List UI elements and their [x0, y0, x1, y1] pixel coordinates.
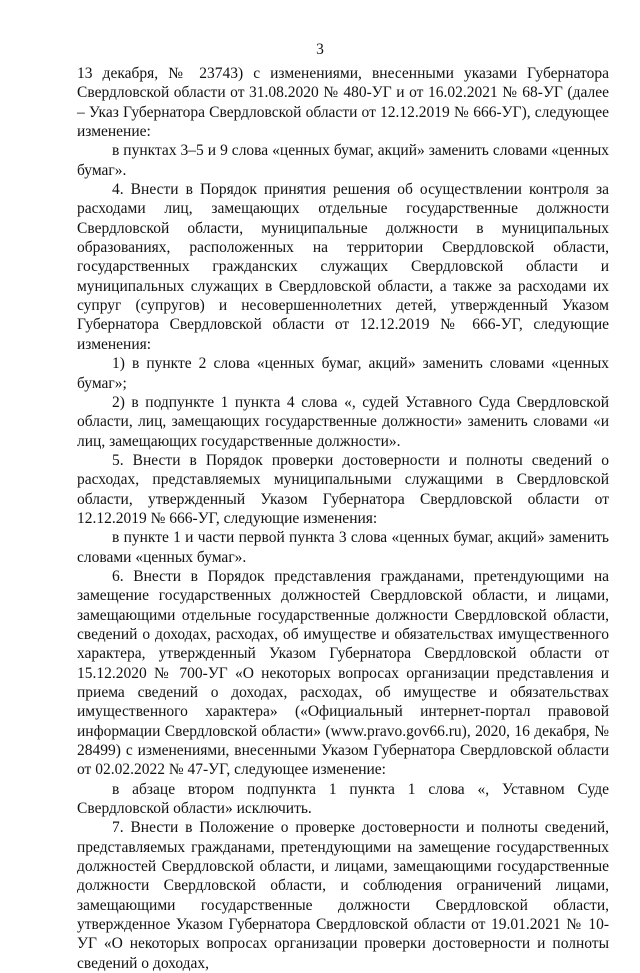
paragraph-item-4-sub-1: 1) в пункте 2 слова «ценных бумаг, акций» заменить словами «ценных бумаг»;: [77, 355, 609, 392]
paragraph-item-4: 4. Внести в Порядок принятия решения об осуществлении контроля за расходами лиц, замещающих отдельные государственные должности Свердловской области, муниципальные должности в муниципальных образованиях, расположенных на территории Свердловской области, государственных гражданских служащих Свердловской области и муниципальных служащих в Свердловской области, а также за расходами их супруг (супругов) и несовершеннолетних детей, утвержденный Указом Губернатора Свердловской области от 12.12.2019 № 666-УГ, следующие изменения:: [77, 181, 609, 353]
paragraph-item-5-amendment: в пункте 1 и части первой пункта 3 слова «ценных бумаг, акций» заменить словами «ценных бумаг».: [77, 529, 609, 566]
paragraph-item-7: 7. Внести в Положение о проверке достоверности и полноты сведений, представляемых гражданами, претендующими на замещение государственных должностей Свердловской области, и лицами, замещающими государственные должности Свердловской области, и соблюдения ограничений лицами, замещающими государственные должности Свердловской области, утвержденное Указом Губернатора Свердловской области от 19.01.2021 № 10-УГ «О некоторых вопросах организации проверки достоверности и полноты сведений о доходах,: [77, 819, 609, 972]
paragraph-item-4-sub-2: 2) в подпункте 1 пункта 4 слова «, судей Уставного Суда Свердловской области, лиц, замещающих государственные должности» заменить словами «и лиц, замещающих государственные должности».: [77, 393, 609, 450]
page-number: 3: [316, 41, 324, 58]
paragraph-item-5: 5. Внести в Порядок проверки достоверности и полноты сведений о расходах, представляемых муниципальными служащими в Свердловской области, утвержденный Указом Губернатора Свердловской области от 12.12.2019 № 666-УГ, следующие изменения:: [77, 451, 609, 527]
paragraph-item-6-amendment: в абзаце втором подпункта 1 пункта 1 слова «, Уставном Суде Свердловской области» исключить.: [77, 780, 609, 818]
paragraph-item-6: 6. Внести в Порядок представления гражданами, претендующими на замещение государственных должностей Свердловской области, и лицами, замещающими отдельные государственные должности Свердловской области, сведений о доходах, расходах, об имуществе и обязательствах имущественного характера, утвержденный Указом Губернатора Свердловской области от 15.12.2020 № 700-УГ «О некоторых вопросах организации представления и приема сведений о доходах, расходах, об имуществе и обязательствах имущественного характера» («Официальный интернет-портал правовой информации Свердловской области» (www.pravo.gov66.ru), 2020, 16 декабря, № 28499) с изменениями, внесенными Указом Губернатора Свердловской области от 02.02.2022 № 47-УГ, следующее изменение:: [77, 567, 609, 779]
paragraph-continuation: 13 декабря, № 23743) с изменениями, внесенными указами Губернатора Свердловской области от 31.08.2020 № 480-УГ и от 16.02.2021 № 68-УГ (далее – Указ Губернатора Свердловской области от 12.12.2019 № 666-УГ), следующее изменение:: [77, 65, 609, 141]
paragraph-3-amendment: в пунктах 3–5 и 9 слова «ценных бумаг, акций» заменить словами «ценных бумаг».: [77, 142, 609, 179]
document-body: [77, 64, 609, 973]
